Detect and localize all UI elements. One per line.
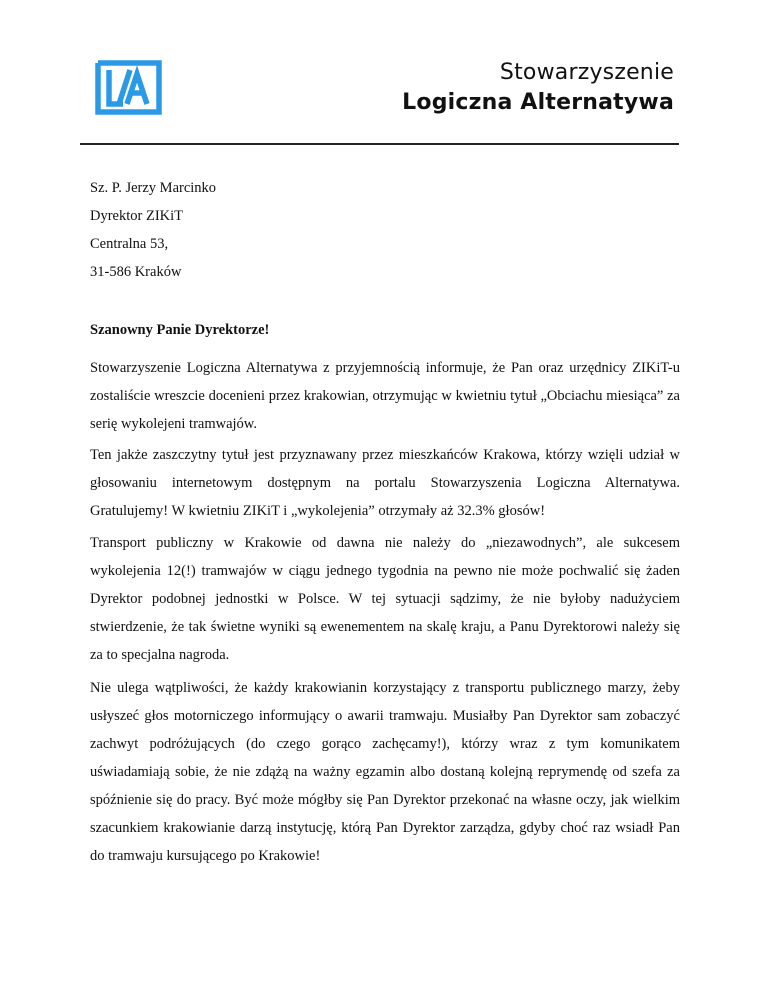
recipient-address [90, 174, 680, 286]
header-divider [80, 143, 679, 145]
lia-logo-icon [95, 60, 162, 115]
recipient-city: 31-586 Kraków [90, 264, 182, 280]
recipient-position: Dyrektor ZIKiT [90, 208, 184, 224]
recipient-name: Sz. P. Jerzy Marcinko [90, 180, 217, 196]
organization-name [402, 58, 674, 118]
paragraph-3: Transport publiczny w Krakowie od dawna nie należy do „niezawodnych”, ale sukcesem wykolejenia 12(!) tramwajów w ciągu jednego tygodnia na pewno nie może pochwalić się żaden Dyrektor podobnej jednostki w Polsce. W tej sytuacji sądzimy, że nie byłoby nadużyciem stwierdzenie, że tak świetne wyniki są ewenementem na skalę kraju, a Panu Dyrektorowi należy się za to specjalna nagroda. [90, 535, 680, 663]
recipient-street: Centralna 53, [90, 236, 169, 252]
paragraph-4: Nie ulega wątpliwości, że każdy krakowianin korzystający z transportu publicznego marzy, żeby usłyszeć głos motorniczego informujący o awarii tramwaju. Musiałby Pan Dyrektor sam zobaczyć zachwyt podróżujących (do czego gorąco zachęcamy!), którzy wraz z tym komunikatem uświadamiają sobie, że nie zdążą na ważny egzamin albo dostaną kolejną reprymendę od szefa za spóźnienie się do pracy. Być może mógłby się Pan Dyrektor przekonać na własne oczy, jak wielkim szacunkiem krakowianie darzą instytucję, którą Pan Dyrektor zarządza, gdyby choć raz wsiadł Pan do tramwaju kursującego po Krakowie! [90, 680, 680, 864]
org-name-line1: Stowarzyszenie [499, 60, 674, 85]
salutation: Szanowny Panie Dyrektorze! [90, 322, 270, 338]
paragraph-2: Ten jakże zaszczytny tytuł jest przyznawany przez mieszkańców Krakowa, którzy wzięli udział w głosowaniu internetowym dostępnym na portalu Stowarzyszenia Logiczna Alternatywa. Gratulujemy! W kwietniu ZIKiT i „wykolejenia” otrzymały aż 32.3% głosów! [90, 447, 680, 519]
paragraph-1: Stowarzyszenie Logiczna Alternatywa z przyjemnością informuje, że Pan oraz urzędnicy ZIKiT-u zostaliście wreszcie docenieni przez krakowian, otrzymując w kwietniu tytuł „Obciachu miesiąca” za serię wykolejeni tramwajów. [90, 360, 680, 432]
org-name-line2: Logiczna Alternatywa [402, 90, 674, 115]
